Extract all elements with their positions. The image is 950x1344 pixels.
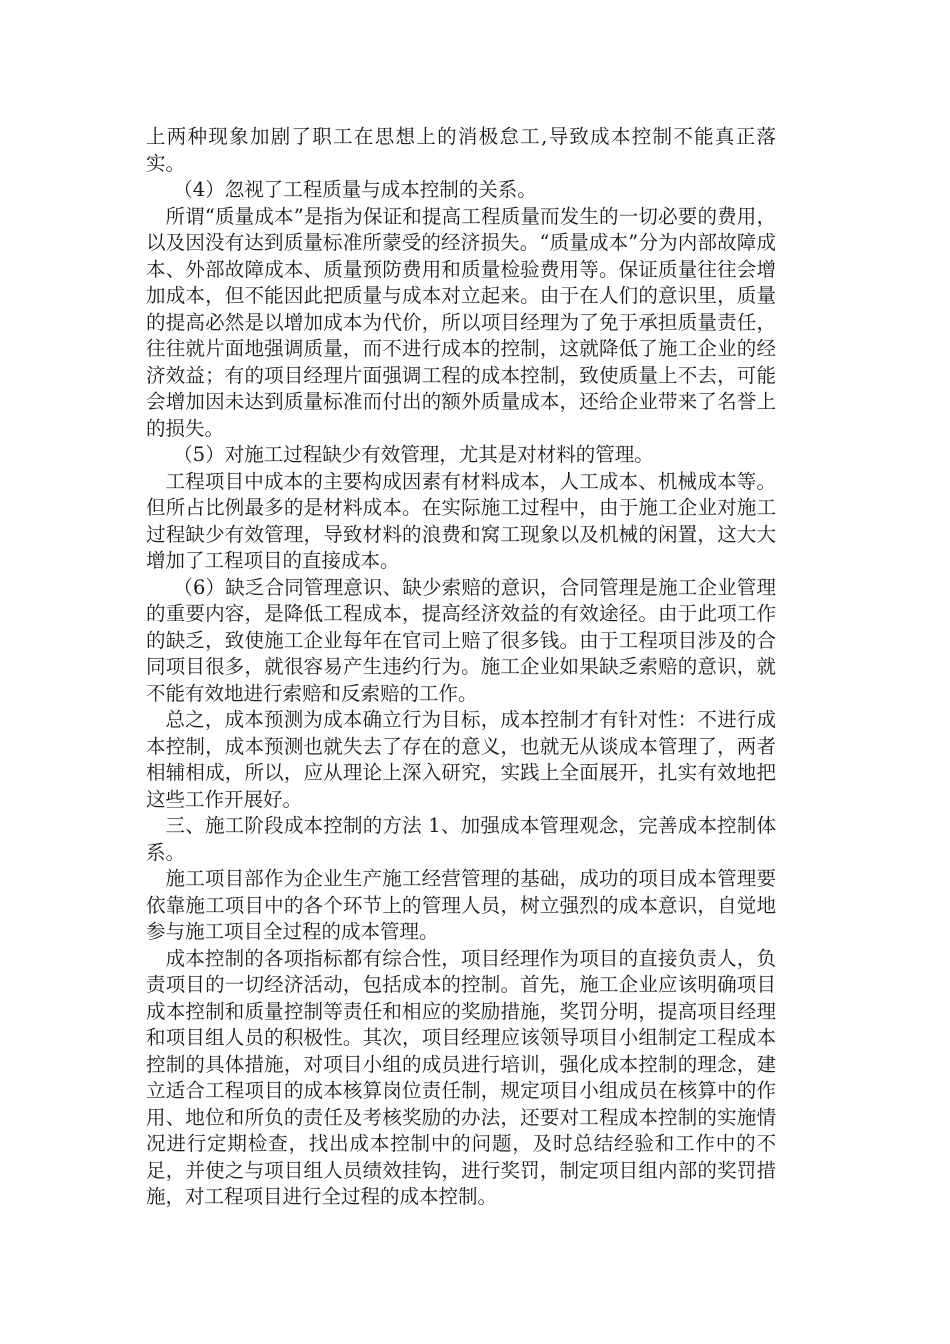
paragraph-material-cost: 工程项目中成本的主要构成因素有材料成本，人工成本、机械成本等。但所占比例最多的是材料成本。在实际施工过程中，由于施工企业对施工过程缺少有效管理，导致材料的浪费和窝工现象以及机械的闲置，这大大增加了工程项目的直接成本。 — [146, 469, 776, 572]
section-heading-methods: 三、施工阶段成本控制的方法 1、加强成本管理观念，完善成本控制体系。 — [146, 814, 776, 864]
paragraph-project-department: 施工项目部作为企业生产施工经营管理的基础，成功的项目成本管理要依靠施工项目中的各个环节上的管理人员，树立强烈的成本意识，自觉地参与施工项目全过程的成本管理。 — [146, 867, 776, 943]
paragraph-summary: 总之，成本预测为成本确立行为目标，成本控制才有针对性：不进行成本控制，成本预测也就失去了存在的意义，也就无从谈成本管理了，两者相辅相成，所以，应从理论上深入研究，实践上全面展开，扎实有效地把这些工作开展好。 — [146, 708, 776, 811]
paragraph-cost-control-indicators: 成本控制的各项指标都有综合性，项目经理作为项目的直接负责人，负责项目的一切经济活动，包括成本的控制。首先，施工企业应该明确项目成本控制和质量控制等责任和相应的奖励措施，奖罚分明，提高项目经理和项目组人员的积极性。其次，项目经理应该领导项目小组制定工程成本控制的具体措施，对项目小组的成员进行培训，强化成本控制的理念，建立适合工程项目的成本核算岗位责任制，规定项目小组成员在核算中的作用、地位和所负的责任及考核奖励的办法，还要对工程成本控制的实施情况进行定期检查，找出成本控制中的问题，及时总结经验和工作中的不足，并使之与项目组人员绩效挂钩，进行奖罚，制定项目组内部的奖罚措施，对工程项目进行全过程的成本控制。 — [146, 946, 776, 1208]
list-item-4-heading: （4）忽视了工程质量与成本控制的关系。 — [173, 178, 537, 201]
list-item-6-contract: （6）缺乏合同管理意识、缺少索赔的意识，合同管理是施工企业管理的重要内容，是降低工程成本，提高经济效益的有效途径。由于此项工作的缺乏，致使施工企业每年在官司上赔了很多钱。由于工程项目涉及的合同项目很多，就很容易产生违约行为。施工企业如果缺乏索赔的意识，就不能有效地进行索赔和反索赔的工作。 — [146, 575, 776, 705]
paragraph-quality-cost: 所谓“质量成本”是指为保证和提高工程质量而发生的一切必要的费用，以及因没有达到质量标准所蒙受的经济损失。“质量成本”分为内部故障成本、外部故障成本、质量预防费用和质量检验费用等。保证质量往往会增加成本，但不能因此把质量与成本对立起来。由于在人们的意识里，质量的提高必然是以增加成本为代价，所以项目经理为了免于承担质量责任，往往就片面地强调质量，而不进行成本的控制，这就降低了施工企业的经济效益；有的项目经理片面强调工程的成本控制，致使质量上不去，可能会增加因未达到质量标准而付出的额外质量成本，还给企业带来了名誉上的损失。 — [146, 204, 776, 440]
paragraph-continuation: 上两种现象加剧了职工在思想上的消极怠工,导致成本控制不能真正落实。 — [146, 125, 776, 175]
list-item-5-heading: （5）对施工过程缺少有效管理，尤其是对材料的管理。 — [173, 443, 654, 466]
document-page — [146, 124, 776, 1211]
